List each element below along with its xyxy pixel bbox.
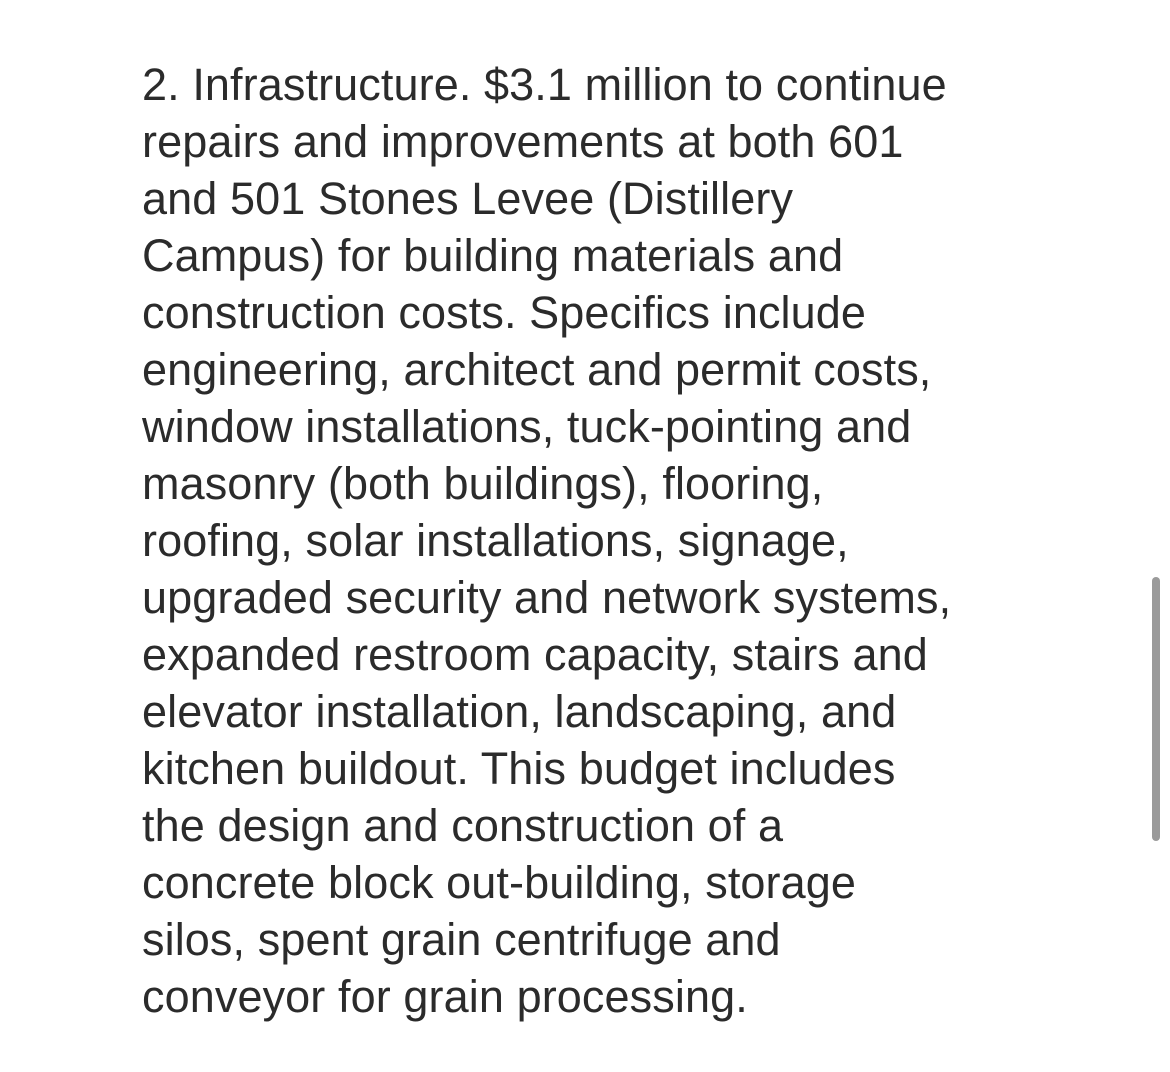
paragraph-line: elevator installation, landscaping, and [142,686,897,737]
infrastructure-paragraph [142,56,1042,1025]
paragraph-line: roofing, solar installations, signage, [142,515,849,566]
paragraph-line: expanded restroom capacity, stairs and [142,629,928,680]
vertical-scrollbar-thumb[interactable] [1152,577,1160,841]
paragraph-line: conveyor for grain processing. [142,971,748,1022]
paragraph-line: masonry (both buildings), flooring, [142,458,824,509]
paragraph-line: repairs and improvements at both 601 [142,116,904,167]
paragraph-line: the design and construction of a [142,800,784,851]
paragraph-line: silos, spent grain centrifuge and [142,914,781,965]
paragraph-line: Campus) for building materials and [142,230,844,281]
paragraph-line: kitchen buildout. This budget includes [142,743,896,794]
paragraph-line: concrete block out-building, storage [142,857,857,908]
paragraph-line: engineering, architect and permit costs, [142,344,932,395]
paragraph-line: and 501 Stones Levee (Distillery [142,173,794,224]
paragraph-line: construction costs. Specifics include [142,287,867,338]
paragraph-line: upgraded security and network systems, [142,572,952,623]
paragraph-line: 2. Infrastructure. $3.1 million to continue [142,59,947,110]
paragraph-line: window installations, tuck-pointing and [142,401,912,452]
